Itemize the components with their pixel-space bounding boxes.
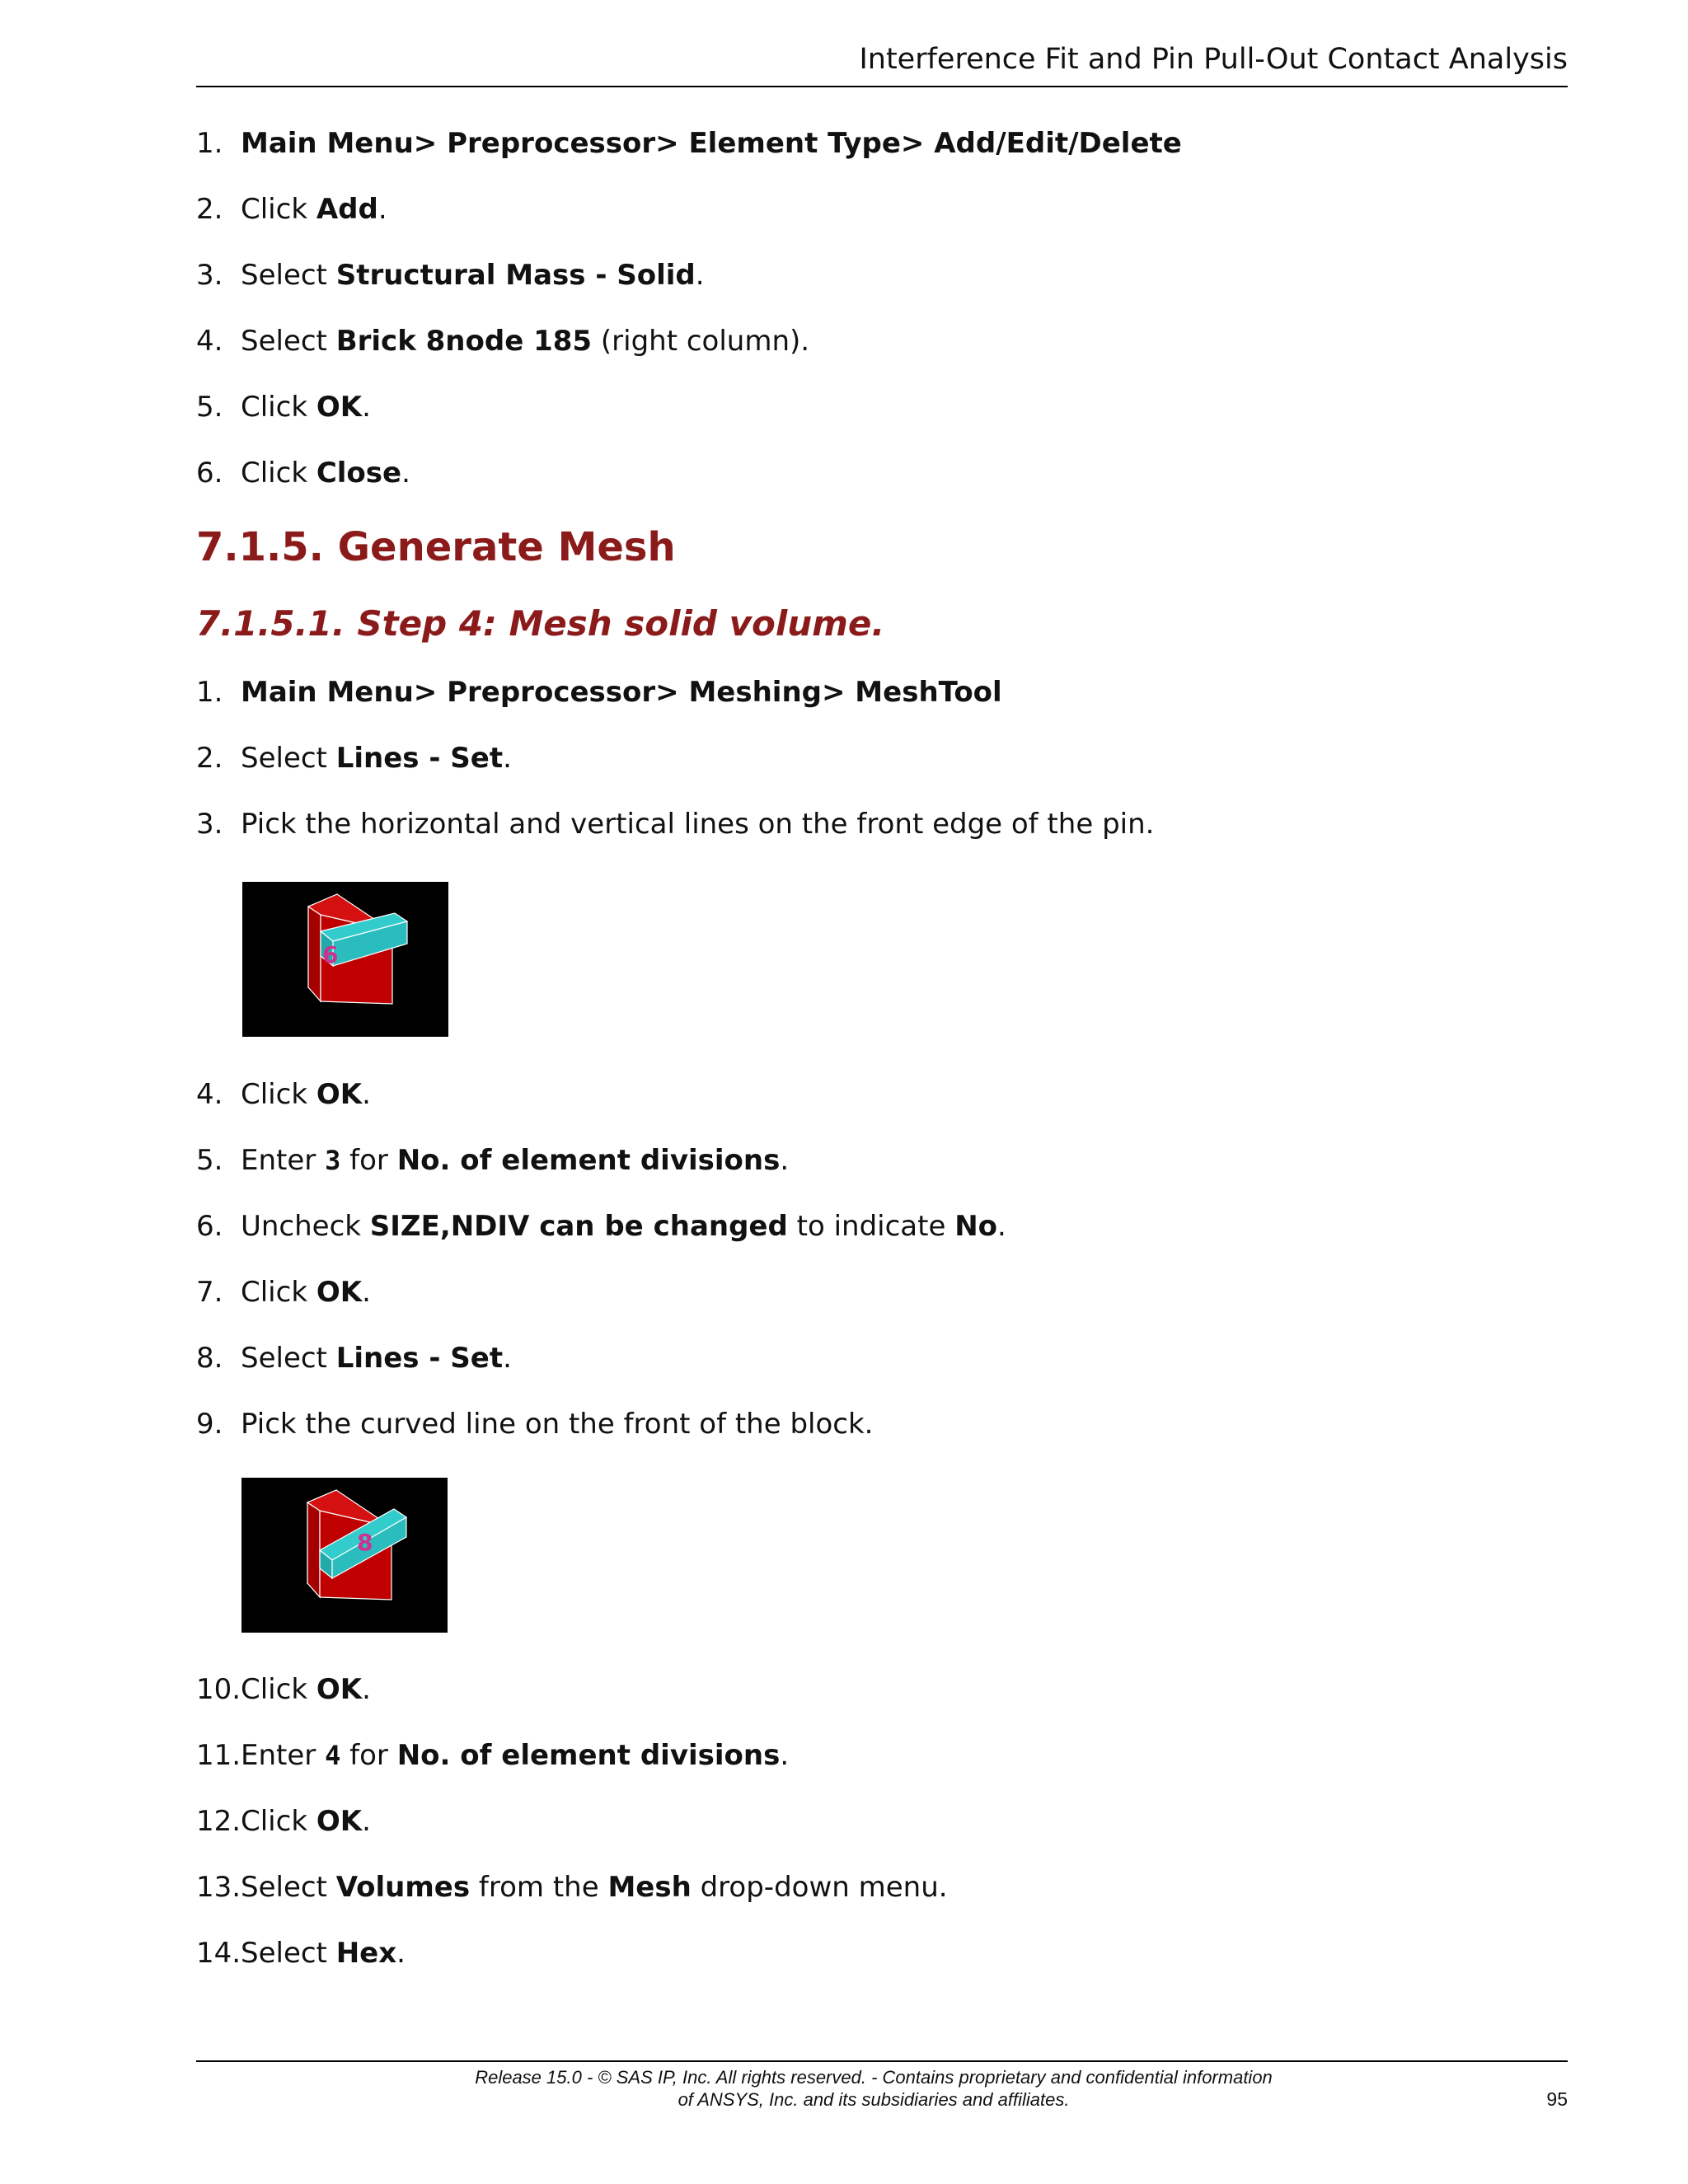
step-text: . — [362, 1673, 371, 1706]
step-number: 6. — [196, 1210, 223, 1243]
step-text: from the — [470, 1871, 608, 1904]
step-item — [196, 1671, 371, 1708]
step-text: for — [340, 1739, 397, 1772]
step-item — [196, 1142, 789, 1179]
step-text: Enter — [241, 1739, 326, 1772]
step-text: (right column). — [592, 325, 810, 358]
step-text: . — [503, 742, 512, 775]
ui-term: Brick 8node 185 — [335, 325, 593, 358]
figure-curved-line — [241, 1478, 448, 1633]
step-text: Click — [241, 457, 316, 490]
ui-term: Add — [316, 193, 378, 226]
step-text: Click — [241, 391, 316, 424]
ui-term: OK — [316, 391, 363, 424]
step-number: 1. — [196, 127, 223, 160]
step-text: . — [997, 1210, 1006, 1243]
step-item — [196, 740, 512, 776]
step-text: Uncheck — [241, 1210, 370, 1243]
ui-term: OK — [316, 1805, 363, 1838]
step-text: Click — [241, 1276, 316, 1309]
step-number: 7. — [196, 1276, 223, 1309]
step-text: Select — [241, 1937, 336, 1970]
page-number: 95 — [1546, 2088, 1568, 2110]
step-item — [196, 1340, 512, 1376]
step-text: . — [503, 1342, 512, 1375]
ui-term: Volumes — [335, 1871, 471, 1904]
step-item — [196, 1406, 873, 1442]
step-text: . — [362, 391, 371, 424]
ui-term: SIZE,NDIV can be changed — [369, 1210, 788, 1243]
step-text: . — [396, 1937, 406, 1970]
step-item — [196, 455, 410, 491]
step-number: 2. — [196, 742, 223, 775]
ui-term: No. of element divisions — [396, 1739, 781, 1772]
step-number: 13. — [196, 1871, 241, 1904]
step-text: Click — [241, 193, 316, 226]
step-item — [196, 125, 1182, 162]
step-item — [196, 257, 705, 293]
step-text: Select — [241, 1871, 336, 1904]
step-item — [196, 1737, 789, 1774]
step-item — [196, 323, 809, 359]
ui-term: Main Menu> Preprocessor> Element Type> Add/Edit/Delete — [241, 127, 1182, 160]
step-text: Click — [241, 1805, 316, 1838]
step-text: Select — [241, 325, 336, 358]
ui-term: Structural Mass - Solid — [335, 259, 696, 292]
ui-term: Lines - Set — [335, 1342, 504, 1375]
step-text: . — [780, 1739, 790, 1772]
step-item — [196, 1076, 371, 1113]
step-item — [196, 1869, 948, 1905]
step-number: 12. — [196, 1805, 241, 1838]
subsection-heading: 7.1.5.1. Step 4: Mesh solid volume. — [196, 603, 885, 644]
ui-term: Lines - Set — [335, 742, 504, 775]
step-item — [196, 1803, 371, 1840]
step-text: . — [377, 193, 387, 226]
step-text: . — [362, 1078, 371, 1111]
step-text: Select — [241, 742, 336, 775]
step-number: 9. — [196, 1408, 223, 1441]
step-text: Click — [241, 1078, 316, 1111]
step-number: 5. — [196, 391, 223, 424]
step-item — [196, 1935, 406, 1971]
ui-term: OK — [316, 1276, 363, 1309]
block-pin-illustration — [241, 1478, 448, 1633]
ui-term: OK — [316, 1078, 363, 1111]
step-number: 1. — [196, 676, 223, 709]
block-pin-illustration — [242, 882, 448, 1037]
step-text: Select — [241, 1342, 336, 1375]
step-text: drop-down menu. — [691, 1871, 948, 1904]
step-number: 8. — [196, 1342, 223, 1375]
step-text: Pick the curved line on the front of the block. — [241, 1408, 874, 1441]
footer-rule — [196, 2060, 1568, 2062]
step-text: . — [780, 1144, 790, 1177]
ui-term: No — [954, 1210, 998, 1243]
step-text: Enter — [241, 1144, 326, 1177]
step-number: 6. — [196, 457, 223, 490]
header-rule — [196, 86, 1568, 87]
step-number: 4. — [196, 325, 223, 358]
step-text: Click — [241, 1673, 316, 1706]
step-text: . — [401, 457, 410, 490]
step-number: 5. — [196, 1144, 223, 1177]
step-text: . — [362, 1805, 371, 1838]
ui-term: Close — [316, 457, 402, 490]
step-number: 2. — [196, 193, 223, 226]
footer-line-1: Release 15.0 - © SAS IP, Inc. All rights reserved. - Contains proprietary and confidential information — [475, 2067, 1273, 2088]
step-text: . — [695, 259, 705, 292]
step-item — [196, 1274, 371, 1310]
step-number: 3. — [196, 808, 223, 841]
step-item — [196, 389, 371, 425]
input-value: 3 — [325, 1145, 341, 1176]
step-item — [196, 806, 1154, 842]
ui-term: Hex — [335, 1937, 397, 1970]
input-value: 4 — [325, 1740, 341, 1771]
ui-term: No. of element divisions — [396, 1144, 781, 1177]
footer-copyright — [462, 2066, 1286, 2111]
step-text: . — [362, 1276, 371, 1309]
ui-term: Mesh — [607, 1871, 692, 1904]
step-number: 3. — [196, 259, 223, 292]
ui-term: Main Menu> Preprocessor> Meshing> MeshTool — [241, 676, 1002, 709]
ui-term: OK — [316, 1673, 363, 1706]
step-item — [196, 1208, 1006, 1244]
figure-label: 8 — [357, 1529, 373, 1556]
step-text: for — [340, 1144, 397, 1177]
figure-label: 6 — [322, 941, 339, 968]
section-heading: 7.1.5. Generate Mesh — [196, 524, 676, 570]
step-number: 4. — [196, 1078, 223, 1111]
step-item — [196, 191, 387, 227]
step-number: 10. — [196, 1673, 241, 1706]
footer-line-2: of ANSYS, Inc. and its subsidiaries and affiliates. — [678, 2089, 1070, 2110]
step-text: to indicate — [787, 1210, 955, 1243]
step-item — [196, 674, 1002, 710]
step-text: Select — [241, 259, 336, 292]
running-header-title: Interference Fit and Pin Pull-Out Contact Analysis — [859, 43, 1568, 76]
step-number: 14. — [196, 1937, 241, 1970]
step-number: 11. — [196, 1739, 241, 1772]
figure-pin-front-edge — [242, 882, 448, 1037]
step-text: Pick the horizontal and vertical lines on the front edge of the pin. — [241, 808, 1155, 841]
